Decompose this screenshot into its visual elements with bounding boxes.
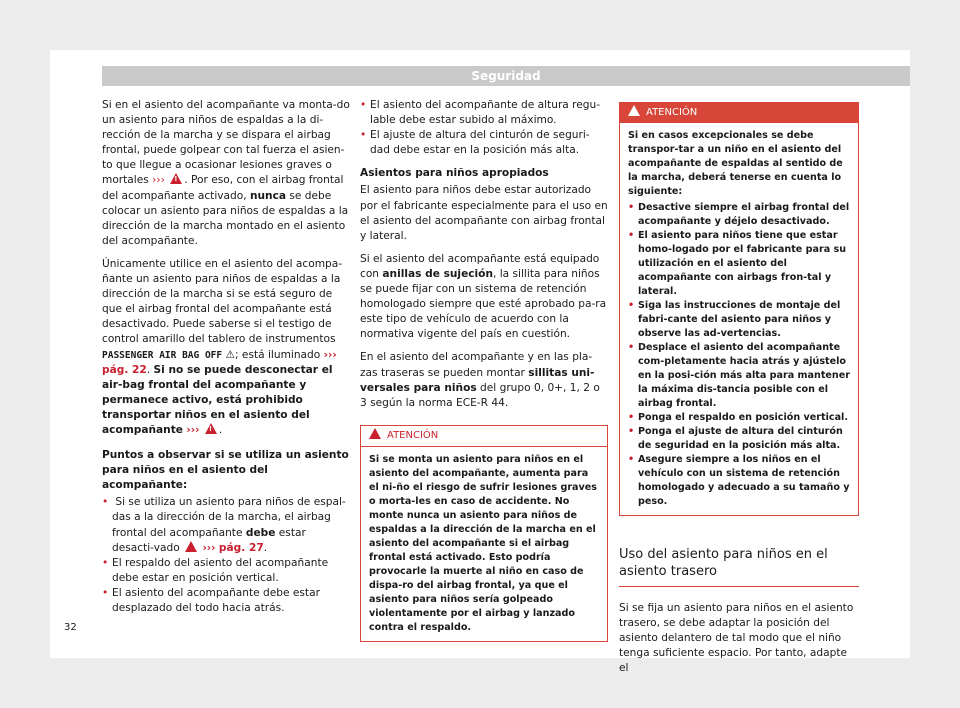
column-3 [619,98,859,684]
list-item: • El ajuste de altura del cinturón de seguri-dad debe estar en la posición más alta. [360,128,608,158]
warning-box [619,102,859,516]
list-item: • Ponga el ajuste de altura del cinturón de seguridad en la posición más alta. [628,425,850,453]
column-2 [360,98,608,642]
manual-page [50,50,910,675]
ref-arrows-2[interactable]: ››› [186,423,200,436]
warning-box-body [620,123,858,515]
warning-icon[interactable] [170,173,182,184]
list-item: • Desactive siempre el airbag frontal del acompañante y déjelo desactivado. [628,201,850,229]
paragraph-authorized: El asiento para niños debe estar autorizado por el fabricante especialmente para el uso en el asiento del acompañante con airbag frontal y lateral. [360,184,608,242]
paragraph-airbag-danger: Si en el asiento del acompañante va monta-do un asiento para niños de espaldas a la di-rección de la marcha y se dispara el airbag frontal, puede golpear con tal fuerza el asien-to que llegue a ocasionar lesiones graves o mortales ››› ! . Por eso, con el airbag frontal del acompañante activado, nunca se debe colocar un asiento para niños de espaldas a la dirección de la marcha montado en el asiento del acompañante. [102,98,350,249]
list-item: • El asiento del acompañante debe estar desplazado del todo hacia atrás. [102,586,350,616]
warning-box-header: ATENCIÓN [620,103,858,123]
airbag-off-icon: ⚠ [225,348,235,361]
warning-intro: Si en casos excepcionales se debe transpor-tar a un niño en el asiento del acompañante de espaldas al sentido de la marcha, deberá tenerse en cuenta lo siguiente: [628,130,843,197]
list-item: • Siga las instrucciones de montaje del fabri-cante del asiento para niños y observe las ad-vertencias. [628,299,850,341]
warning-box-header: ATENCIÓN [361,426,607,447]
ref-arrows[interactable]: ››› [152,174,165,187]
paragraph-airbag-deactivated: Únicamente utilice en el asiento del acompa-ñante un asiento para niños de espaldas a la dirección de la marcha si se está seguro de que el airbag frontal del acompañante está desactivado. Puede saberse si el testigo de control amarillo del tablero de instrumentos PASSENGER AIR BAG OFF ⚠; está iluminado ››› pág. 22. Si no se puede desconectar el air-bag frontal del acompañante y permanece activo, está prohibido transportar niños en el asiento del acompañante ››› ! . [102,257,350,438]
warning-icon [628,105,640,116]
list-item: • Si se utiliza un asiento para niños de espal-das a la dirección de la marcha, el airbag frontal del acompañante debe estar desacti-vado ! ››› pág. 27. [102,495,350,555]
warning-icon [369,428,381,439]
list-item: • El respaldo del asiento del acompañante debe estar en posición vertical. [102,556,350,586]
page-ref-27[interactable]: pág. 27 [218,541,264,554]
list-item: • Asegure siempre a los niños en el vehículo con un sistema de retención homologado y adecuado a su tamaño y peso. [628,453,850,509]
column-1 [102,98,350,616]
paragraph-universal-seats: En el asiento del acompañante y en las pla-zas traseras se pueden montar sillitas uni-versales para niños del grupo 0, 0+, 1, 2 o 3 según la norma ECE-R 44. [360,351,600,409]
page-ref-22[interactable]: pág. 22 [102,363,147,376]
warning-box-text: Si se monta un asiento para niños en el asiento del acompañante, aumenta para el ni-ño el riesgo de sufrir lesiones graves o morta-les en caso de accidente. No monte nunca un asiento para niños de espaldas a la dirección de la marcha en el asiento del acompañante si el airbag frontal está activado. Esto podría provocarle la muerte al niño en caso de dispa-ro del airbag frontal, ya que el asiento para niños sería golpeado violentamente por el airbag y lanzado contra el respaldo. [369,453,598,633]
passenger-airbag-off-indicator: PASSENGER AIR BAG OFF [102,349,223,361]
warning-box [360,425,608,642]
page-number: 32 [64,622,77,633]
list-item: • El asiento del acompañante de altura regu-lable debe estar subido al máximo. [360,98,608,128]
list-item: • Ponga el respaldo en posición vertical. [628,411,850,425]
list-item: • Desplace el asiento del acompañante com-pletamente hacia atrás y ajústelo en la posi-ción más alta para mantener la máxima dis-tancia posible con el airbag frontal. [628,341,850,411]
list-item: • El asiento para niños tiene que estar homo-logado por el fabricante para su utilización en el asiento del acompañante con airbags fron-tal y lateral. [628,229,850,299]
warning-icon[interactable] [185,541,197,552]
warning-icon[interactable] [205,423,217,434]
subheading-suitable-seats: Asientos para niños apropiados [360,167,549,180]
section-title: Uso del asiento para niños en el asiento trasero [619,546,859,587]
paragraph-rear-seat: Si se fija un asiento para niños en el asiento trasero, se debe adaptar la posición del asiento delantero de tal modo que el niño tenga suficiente espacio. Por tanto, adapte el [619,602,854,675]
page-ref-arrows[interactable]: ››› [202,541,216,554]
section-header: Seguridad [102,66,910,86]
paragraph-anchor-rings: Si el asiento del acompañante está equipado con anillas de sujeción, la sillita para niños se puede fijar con un sistema de retención homologado siempre que esté aprobado pa-ra este tipo de vehículo de acuerdo con la normativa vigente del país en cuestión. [360,252,607,341]
points-heading: Puntos a observar si se utiliza un asiento para niños en el asiento del acompañante: [102,449,349,492]
page-ref-arrows[interactable]: ››› [323,348,337,361]
